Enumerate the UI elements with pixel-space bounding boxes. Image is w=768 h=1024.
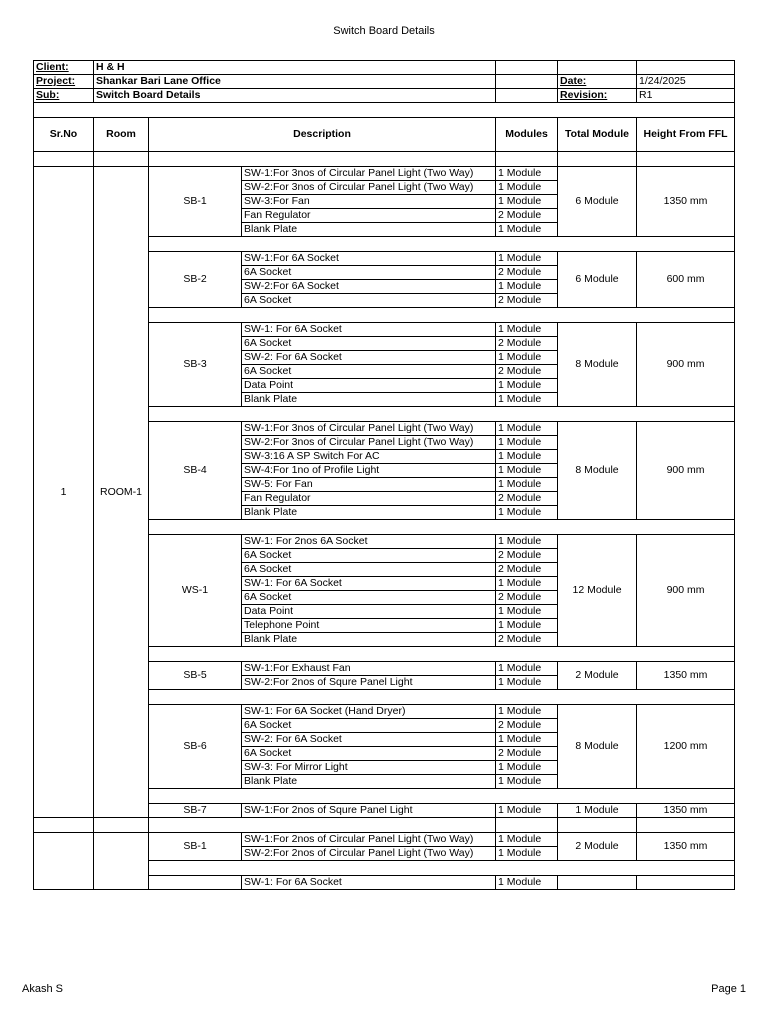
modules-cell: 1 Module xyxy=(496,464,558,478)
col-sr-no: Sr.No xyxy=(34,118,94,152)
switch-board-table xyxy=(33,60,735,890)
description-cell: Fan Regulator xyxy=(242,492,496,506)
height-cell: 900 mm xyxy=(637,323,735,407)
sr-no-cell: 1 xyxy=(34,167,94,818)
description-cell: SW-2: For 6A Socket xyxy=(242,733,496,747)
modules-cell: 1 Module xyxy=(496,280,558,294)
description-cell: Blank Plate xyxy=(242,775,496,789)
col-modules: Modules xyxy=(496,118,558,152)
modules-cell: 1 Module xyxy=(496,804,558,818)
room-cell xyxy=(94,833,149,890)
modules-cell: 2 Module xyxy=(496,591,558,605)
modules-cell: 1 Module xyxy=(496,847,558,861)
total-module-cell: 6 Module xyxy=(558,252,637,308)
modules-cell: 1 Module xyxy=(496,605,558,619)
total-module-cell: 1 Module xyxy=(558,804,637,818)
modules-cell: 2 Module xyxy=(496,337,558,351)
modules-cell: 2 Module xyxy=(496,563,558,577)
modules-cell: 2 Module xyxy=(496,719,558,733)
description-cell: SW-2:For 3nos of Circular Panel Light (Two Way) xyxy=(242,436,496,450)
description-cell: SW-2:For 2nos of Squre Panel Light xyxy=(242,676,496,690)
column-header-row xyxy=(34,118,735,152)
modules-cell: 1 Module xyxy=(496,478,558,492)
height-cell xyxy=(637,876,735,890)
description-cell: Telephone Point xyxy=(242,619,496,633)
project-row xyxy=(34,75,735,89)
board-name-cell: SB-4 xyxy=(149,422,242,520)
total-module-cell: 12 Module xyxy=(558,535,637,647)
description-cell: SW-1:For 2nos of Circular Panel Light (Two Way) xyxy=(242,833,496,847)
board-name-cell: SB-1 xyxy=(149,167,242,237)
description-cell: 6A Socket xyxy=(242,294,496,308)
description-cell: SW-4:For 1no of Profile Light xyxy=(242,464,496,478)
description-cell: 6A Socket xyxy=(242,719,496,733)
description-cell: SW-1: For 6A Socket xyxy=(242,323,496,337)
total-module-cell: 2 Module xyxy=(558,662,637,690)
description-cell: SW-3:16 A SP Switch For AC xyxy=(242,450,496,464)
col-room: Room xyxy=(94,118,149,152)
modules-cell: 1 Module xyxy=(496,181,558,195)
modules-cell: 2 Module xyxy=(496,747,558,761)
description-cell: SW-5: For Fan xyxy=(242,478,496,492)
modules-cell: 1 Module xyxy=(496,662,558,676)
modules-cell: 1 Module xyxy=(496,833,558,847)
description-cell: Blank Plate xyxy=(242,633,496,647)
description-cell: SW-3: For Mirror Light xyxy=(242,761,496,775)
modules-cell: 1 Module xyxy=(496,436,558,450)
spacer-row xyxy=(34,818,735,833)
height-cell: 1200 mm xyxy=(637,705,735,789)
description-cell: 6A Socket xyxy=(242,747,496,761)
modules-cell: 2 Module xyxy=(496,365,558,379)
modules-cell: 1 Module xyxy=(496,351,558,365)
description-cell: SW-2:For 2nos of Circular Panel Light (Two Way) xyxy=(242,847,496,861)
project-label: Project: xyxy=(34,75,94,89)
modules-cell: 2 Module xyxy=(496,549,558,563)
description-cell: SW-3:For Fan xyxy=(242,195,496,209)
description-cell: 6A Socket xyxy=(242,591,496,605)
total-module-cell: 6 Module xyxy=(558,167,637,237)
description-cell: 6A Socket xyxy=(242,549,496,563)
sub-label: Sub: xyxy=(34,89,94,103)
modules-cell: 2 Module xyxy=(496,633,558,647)
modules-cell: 1 Module xyxy=(496,705,558,719)
revision-value: R1 xyxy=(637,89,735,103)
total-module-cell: 8 Module xyxy=(558,422,637,520)
height-cell: 900 mm xyxy=(637,535,735,647)
description-cell: SW-2:For 3nos of Circular Panel Light (Two Way) xyxy=(242,181,496,195)
sub-value: Switch Board Details xyxy=(94,89,496,103)
sub-row xyxy=(34,89,735,103)
modules-cell: 1 Module xyxy=(496,422,558,436)
date-value: 1/24/2025 xyxy=(637,75,735,89)
description-cell: SW-1:For 2nos of Squre Panel Light xyxy=(242,804,496,818)
description-cell: Data Point xyxy=(242,605,496,619)
modules-cell: 1 Module xyxy=(496,876,558,890)
table-row xyxy=(34,167,735,181)
description-cell: Blank Plate xyxy=(242,393,496,407)
board-name-cell: SB-7 xyxy=(149,804,242,818)
board-name-cell: SB-2 xyxy=(149,252,242,308)
footer-page-number: Page 1 xyxy=(711,983,746,995)
client-value: H & H xyxy=(94,61,496,75)
modules-cell: 1 Module xyxy=(496,775,558,789)
spacer-row xyxy=(34,103,735,118)
revision-label: Revision: xyxy=(558,89,637,103)
description-cell: SW-1: For 6A Socket xyxy=(242,577,496,591)
col-total-module: Total Module xyxy=(558,118,637,152)
board-name-cell: SB-5 xyxy=(149,662,242,690)
modules-cell: 1 Module xyxy=(496,195,558,209)
description-cell: Blank Plate xyxy=(242,506,496,520)
description-cell: SW-1: For 6A Socket (Hand Dryer) xyxy=(242,705,496,719)
description-cell: 6A Socket xyxy=(242,266,496,280)
page-header: Switch Board Details xyxy=(333,25,435,37)
total-module-cell xyxy=(558,876,637,890)
modules-cell: 2 Module xyxy=(496,294,558,308)
modules-cell: 1 Module xyxy=(496,577,558,591)
board-name-cell: SB-1 xyxy=(149,833,242,861)
description-cell: 6A Socket xyxy=(242,337,496,351)
room-cell: ROOM-1 xyxy=(94,167,149,818)
modules-cell: 2 Module xyxy=(496,266,558,280)
total-module-cell: 2 Module xyxy=(558,833,637,861)
col-height: Height From FFL xyxy=(637,118,735,152)
modules-cell: 1 Module xyxy=(496,167,558,181)
spacer-row xyxy=(34,152,735,167)
modules-cell: 1 Module xyxy=(496,506,558,520)
height-cell: 900 mm xyxy=(637,422,735,520)
board-name-cell: SB-6 xyxy=(149,705,242,789)
total-module-cell: 8 Module xyxy=(558,323,637,407)
modules-cell: 1 Module xyxy=(496,450,558,464)
modules-cell: 1 Module xyxy=(496,619,558,633)
client-row xyxy=(34,61,735,75)
date-label: Date: xyxy=(558,75,637,89)
modules-cell: 1 Module xyxy=(496,761,558,775)
modules-cell: 1 Module xyxy=(496,379,558,393)
modules-cell: 1 Module xyxy=(496,733,558,747)
height-cell: 600 mm xyxy=(637,252,735,308)
description-cell: Fan Regulator xyxy=(242,209,496,223)
description-cell: 6A Socket xyxy=(242,563,496,577)
description-cell: SW-1:For 6A Socket xyxy=(242,252,496,266)
board-name-cell: SB-3 xyxy=(149,323,242,407)
description-cell: SW-1: For 6A Socket xyxy=(242,876,496,890)
height-cell: 1350 mm xyxy=(637,662,735,690)
project-value: Shankar Bari Lane Office xyxy=(94,75,496,89)
description-cell: SW-2: For 6A Socket xyxy=(242,351,496,365)
description-cell: Data Point xyxy=(242,379,496,393)
client-label: Client: xyxy=(34,61,94,75)
height-cell: 1350 mm xyxy=(637,167,735,237)
modules-cell: 2 Module xyxy=(496,209,558,223)
height-cell: 1350 mm xyxy=(637,804,735,818)
description-cell: SW-1:For 3nos of Circular Panel Light (Two Way) xyxy=(242,422,496,436)
modules-cell: 1 Module xyxy=(496,535,558,549)
modules-cell: 1 Module xyxy=(496,676,558,690)
col-description: Description xyxy=(149,118,496,152)
description-cell: Blank Plate xyxy=(242,223,496,237)
sr-no-cell xyxy=(34,833,94,890)
modules-cell: 1 Module xyxy=(496,223,558,237)
height-cell: 1350 mm xyxy=(637,833,735,861)
table-row xyxy=(34,833,735,847)
board-name-cell: WS-1 xyxy=(149,535,242,647)
description-cell: SW-1: For 2nos 6A Socket xyxy=(242,535,496,549)
modules-cell: 2 Module xyxy=(496,492,558,506)
modules-cell: 1 Module xyxy=(496,393,558,407)
board-name-cell xyxy=(149,876,242,890)
modules-cell: 1 Module xyxy=(496,252,558,266)
modules-cell: 1 Module xyxy=(496,323,558,337)
description-cell: SW-1:For Exhaust Fan xyxy=(242,662,496,676)
footer-author: Akash S xyxy=(22,983,63,995)
total-module-cell: 8 Module xyxy=(558,705,637,789)
description-cell: SW-2:For 6A Socket xyxy=(242,280,496,294)
description-cell: SW-1:For 3nos of Circular Panel Light (Two Way) xyxy=(242,167,496,181)
description-cell: 6A Socket xyxy=(242,365,496,379)
